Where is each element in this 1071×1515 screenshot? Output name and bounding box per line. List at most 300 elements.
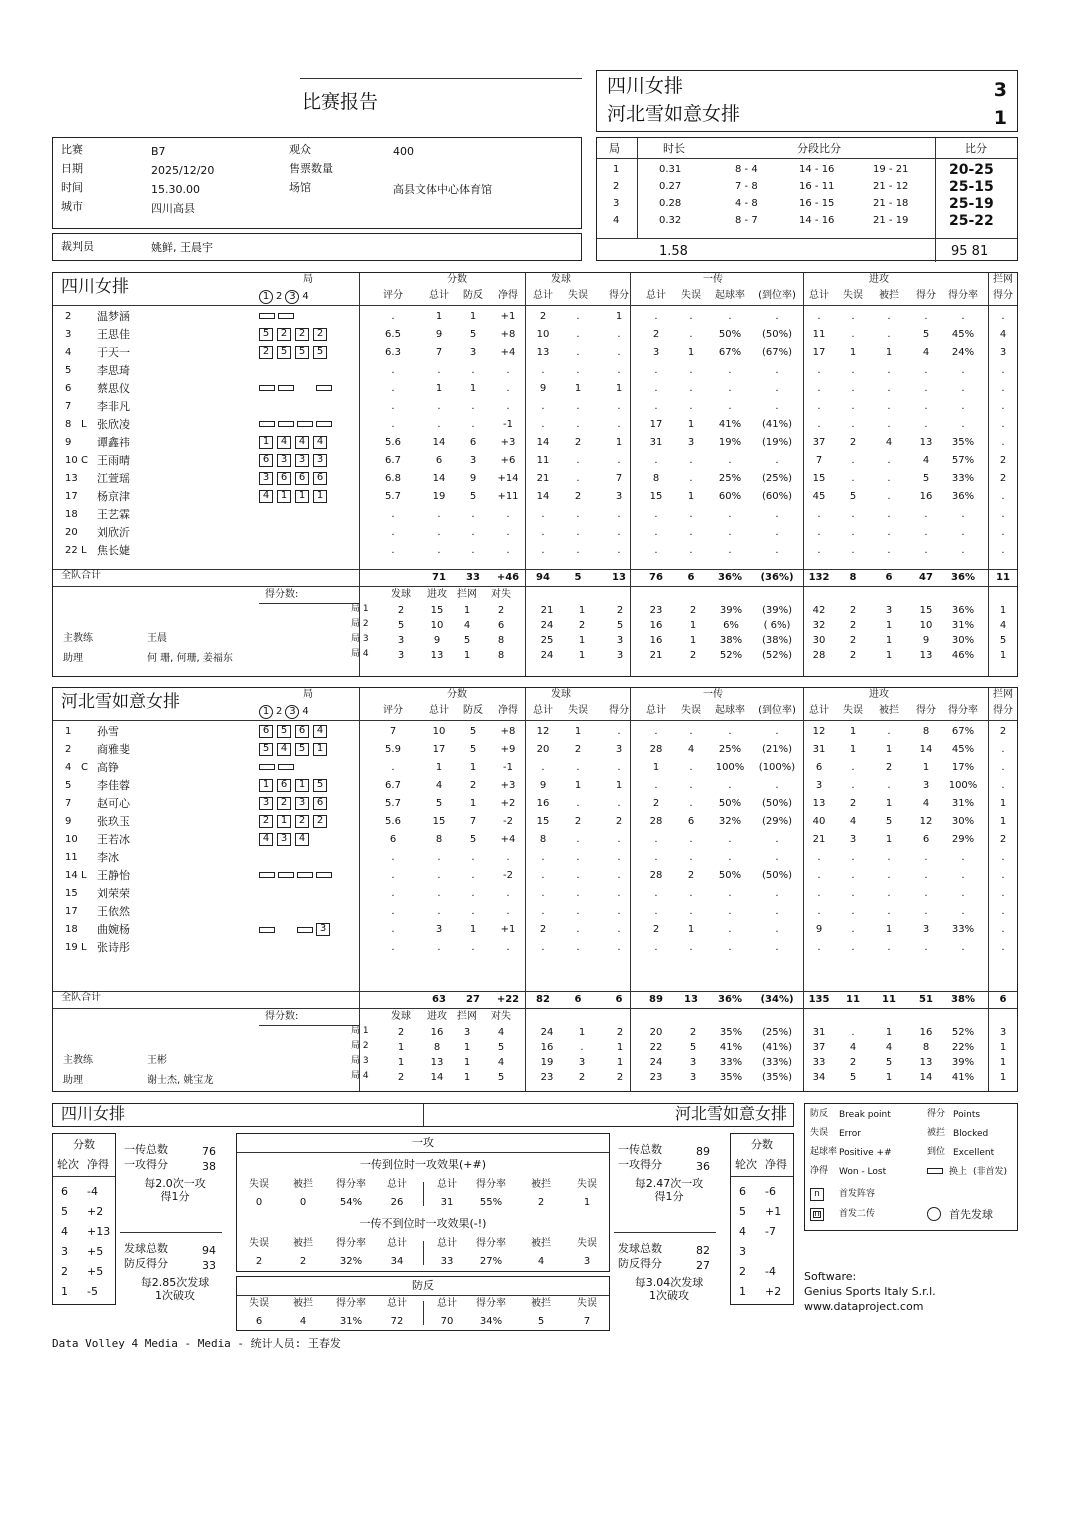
team2-player-stat: 1 bbox=[999, 816, 1007, 827]
team1-player-stat: . bbox=[851, 545, 855, 556]
team1-player-name: 焦长婕 bbox=[97, 544, 130, 557]
team1-player-stat: 6.8 bbox=[385, 473, 401, 484]
team2-player-number: 9 bbox=[65, 816, 72, 827]
team2-sb-stat: 1 bbox=[397, 1042, 405, 1053]
team1-player-stat: . bbox=[887, 311, 891, 322]
legend-cn: 换上 bbox=[949, 1167, 968, 1177]
team2-player-stat: . bbox=[887, 726, 891, 737]
team1-hdr-sub: 失误 bbox=[568, 290, 588, 301]
team2-player-name: 王依然 bbox=[97, 905, 130, 918]
team1-hdr-group: 一传 bbox=[703, 274, 723, 285]
set-partial-2: 16 - 15 bbox=[799, 198, 835, 209]
team1-player-stat: . bbox=[617, 545, 621, 556]
team1-assistant-label: 助理 bbox=[63, 653, 83, 664]
set-partial-3: 21 - 19 bbox=[873, 215, 909, 226]
team1-sb-header: 发球 bbox=[391, 589, 411, 600]
left-ratio1: 每2.0次一攻 bbox=[144, 1177, 206, 1190]
right-rec-total-label: 一传总数 bbox=[618, 1143, 662, 1156]
right-net: -4 bbox=[765, 1265, 776, 1278]
team2-hdr-sub: 失误 bbox=[843, 705, 863, 716]
mid-bp-title: 防反 bbox=[412, 1279, 434, 1292]
team2-player-stat: . bbox=[391, 924, 395, 935]
team2-player-stat: 12 bbox=[536, 726, 550, 737]
team2-player-stat: 6 bbox=[922, 834, 930, 845]
team2-sb-stat: 16 bbox=[919, 1027, 933, 1038]
mid-pos-value: 31 bbox=[440, 1197, 454, 1208]
left-rotation: 2 bbox=[61, 1265, 68, 1278]
left-ratio1b: 得1分 bbox=[160, 1190, 190, 1203]
team2-hdr-sub: 总计 bbox=[809, 705, 829, 716]
team2-player-stat: 30% bbox=[951, 816, 975, 827]
team2-player-stat: 15 bbox=[432, 816, 446, 827]
mid-pos-value: 0 bbox=[255, 1197, 263, 1208]
team2-player-stat: . bbox=[471, 870, 475, 881]
mid-pos-value: 55% bbox=[479, 1197, 503, 1208]
team1-player-stat: . bbox=[471, 527, 475, 538]
team1-player-stat: . bbox=[471, 545, 475, 556]
team1-player-sets bbox=[259, 454, 331, 467]
right-net: +1 bbox=[765, 1205, 782, 1218]
team2-player-stat: . bbox=[689, 834, 693, 845]
team2-player-stat: . bbox=[506, 906, 510, 917]
mid-pos-value: 1 bbox=[583, 1197, 591, 1208]
legend-cn: 防反 bbox=[810, 1109, 829, 1119]
team2-sb-stat: 16 bbox=[540, 1042, 554, 1053]
team2-rotation-box: 6 bbox=[313, 797, 327, 810]
team2-sb-stat: 2 bbox=[397, 1072, 405, 1083]
team2-player-stat: (29%) bbox=[761, 816, 793, 827]
team2-total-stat: +22 bbox=[496, 994, 520, 1005]
team1-total-stat: 71 bbox=[432, 572, 446, 583]
set-duration: 0.32 bbox=[659, 215, 682, 226]
team1-player-stat: . bbox=[689, 455, 693, 466]
team2-sb-stat: 20 bbox=[649, 1027, 663, 1038]
team1-player-stat: . bbox=[961, 527, 965, 538]
team2-player-stat: . bbox=[728, 834, 732, 845]
team2-hdr-sub: (到位率) bbox=[758, 705, 796, 716]
team1-player-stat: . bbox=[437, 365, 441, 376]
team1-player-stat: 6.3 bbox=[385, 347, 401, 358]
team2-player-stat: . bbox=[961, 888, 965, 899]
team2-player-stat: 1 bbox=[885, 834, 893, 845]
team2-player-stat: . bbox=[1001, 888, 1005, 899]
team2-sub-mark bbox=[259, 872, 275, 878]
team1-player-stat: 1 bbox=[469, 311, 477, 322]
team1-sb-stat: 24 bbox=[540, 620, 554, 631]
team2-player-name: 李冰 bbox=[97, 851, 119, 864]
team2-sb-stat: 24 bbox=[649, 1057, 663, 1068]
team1-player-name: 王艺霖 bbox=[97, 508, 130, 521]
team1-player-stat: 5.6 bbox=[385, 437, 401, 448]
team2-player-stat: 7 bbox=[389, 726, 397, 737]
team1-sb-stat: 4 bbox=[463, 620, 471, 631]
team2-player-number: 15 bbox=[65, 888, 78, 899]
team2-player-stat: . bbox=[391, 870, 395, 881]
team2-player-stat: 2 bbox=[652, 798, 660, 809]
legend-en: Points bbox=[953, 1110, 981, 1120]
mid-bp-value: 7 bbox=[583, 1316, 591, 1327]
mid-pos-value: 26 bbox=[390, 1197, 404, 1208]
team1-player-stat: 6.7 bbox=[385, 455, 401, 466]
match-info bbox=[52, 137, 582, 229]
team2-player-stat: . bbox=[471, 852, 475, 863]
summary-team2: 河北雪如意女排 bbox=[674, 1104, 787, 1123]
team1-player-stat: 36% bbox=[951, 491, 975, 502]
team2-rotation-box: 1 bbox=[259, 779, 273, 792]
team1-player-name: 王雨晴 bbox=[97, 454, 130, 467]
team1-sb-stat: ( 6%) bbox=[763, 620, 791, 631]
mid-neg-col-header: 总计 bbox=[387, 1238, 407, 1249]
team2-player-stat: 10 bbox=[432, 726, 446, 737]
team1-player-stat: . bbox=[961, 365, 965, 376]
team2-player-stat: 1 bbox=[849, 744, 857, 755]
scoreboard-sets1: 3 bbox=[993, 79, 1007, 101]
team2-rotation-box: 2 bbox=[295, 815, 309, 828]
team1-total-stat: 33 bbox=[466, 572, 480, 583]
team1-player-stat: 19% bbox=[718, 437, 742, 448]
team1-player-stat: 5.7 bbox=[385, 491, 401, 502]
right-ratio2b: 1次破攻 bbox=[649, 1289, 689, 1302]
team2-hdr-group: 发球 bbox=[551, 689, 571, 700]
team1-player-name: 江萱瑶 bbox=[97, 472, 130, 485]
team2-sb-stat: 16 bbox=[430, 1027, 444, 1038]
team1-stats bbox=[52, 272, 1018, 677]
team1-player-stat: . bbox=[471, 419, 475, 430]
team2-sb-stat: 1 bbox=[463, 1042, 471, 1053]
team1-player-name: 刘欣沂 bbox=[97, 526, 130, 539]
team1-player-stat: 6 bbox=[435, 455, 443, 466]
scoreboard-team1: 四川女排 bbox=[607, 75, 684, 97]
team2-player-stat: . bbox=[576, 906, 580, 917]
team2-player-name: 孙雪 bbox=[97, 725, 119, 738]
team1-player-stat: . bbox=[887, 401, 891, 412]
team2-hdr-sub: 得分 bbox=[609, 705, 629, 716]
team2-player-stat: . bbox=[576, 888, 580, 899]
team1-sb-stat: 3 bbox=[397, 635, 405, 646]
team2-sb-stat: 22% bbox=[951, 1042, 975, 1053]
team1-player-stat: . bbox=[689, 401, 693, 412]
team2-sb-stat: 2 bbox=[578, 1072, 586, 1083]
mid-neg-value: 27% bbox=[479, 1256, 503, 1267]
team1-player-stat: . bbox=[961, 419, 965, 430]
team2-player-stat: . bbox=[887, 906, 891, 917]
team1-player-stat: . bbox=[887, 455, 891, 466]
team1-sb-stat: (52%) bbox=[761, 650, 793, 661]
team2-player-stat: 2 bbox=[687, 870, 695, 881]
legend-cn: 起球率 bbox=[810, 1147, 838, 1157]
left-rotation: 6 bbox=[61, 1185, 68, 1198]
mid-bp-col-header: 失误 bbox=[577, 1298, 597, 1309]
right-rot-title: 分数 bbox=[751, 1138, 773, 1151]
mid-neg-col-header: 失误 bbox=[249, 1238, 269, 1249]
mid-pos-col-header: 被拦 bbox=[293, 1179, 313, 1190]
team2-player-stat: 4 bbox=[922, 798, 930, 809]
team2-player-name: 刘荣荣 bbox=[97, 887, 130, 900]
first-serve-icon bbox=[927, 1207, 941, 1224]
team2-player-stat: 3 bbox=[922, 780, 930, 791]
team1-player-stat: . bbox=[1001, 365, 1005, 376]
team2-player-stat: . bbox=[775, 888, 779, 899]
team1-player-stat: 3 bbox=[652, 347, 660, 358]
team1-player-stat: . bbox=[576, 455, 580, 466]
team1-rotation-box: 3 bbox=[295, 454, 309, 467]
left-bp: 33 bbox=[202, 1259, 216, 1272]
team2-player-stat: . bbox=[617, 942, 621, 953]
team2-sb-stat: 4 bbox=[497, 1027, 505, 1038]
team1-player-stat: . bbox=[775, 527, 779, 538]
team1-score-by-label: 得分数: bbox=[265, 589, 299, 600]
team1-player-number: 8 bbox=[65, 419, 72, 430]
team2-player-sets bbox=[259, 725, 331, 738]
team1-hdr-group: 发球 bbox=[551, 274, 571, 285]
mid-neg-value: 2 bbox=[299, 1256, 307, 1267]
team2-player-stat: 1 bbox=[574, 780, 582, 791]
team1-player-stat: . bbox=[961, 545, 965, 556]
team2-player-stat: 5 bbox=[435, 798, 443, 809]
team1-player-stat: 5 bbox=[922, 473, 930, 484]
team2-hdr-line bbox=[53, 720, 1017, 721]
team1-sb-stat: 2 bbox=[849, 605, 857, 616]
team1-player-stat: 2 bbox=[539, 311, 547, 322]
set-number: 4 bbox=[613, 215, 620, 226]
legend-en: Blocked bbox=[953, 1129, 989, 1139]
team1-player-stat: 5 bbox=[469, 491, 477, 502]
team2-total-stat: (34%) bbox=[760, 994, 794, 1005]
team2-player-stat: . bbox=[1001, 942, 1005, 953]
mid-neg-value: 32% bbox=[339, 1256, 363, 1267]
team2-total-stat: 82 bbox=[536, 994, 550, 1005]
team2-player-stat: 67% bbox=[951, 726, 975, 737]
team1-player-stat: . bbox=[689, 311, 693, 322]
team1-player-stat: . bbox=[961, 311, 965, 322]
team2-player-stat: . bbox=[775, 942, 779, 953]
team2-player-stat: 2 bbox=[574, 744, 582, 755]
team1-sb-stat: 1 bbox=[578, 605, 586, 616]
team1-player-stat: . bbox=[887, 491, 891, 502]
team2-sb-stat: 34 bbox=[812, 1072, 826, 1083]
team1-player-stat: 4 bbox=[999, 329, 1007, 340]
team2-player-stat: . bbox=[689, 798, 693, 809]
right-srv-label: 发球总数 bbox=[618, 1242, 662, 1255]
team1-player-stat: . bbox=[817, 383, 821, 394]
team1-player-stat: . bbox=[391, 383, 395, 394]
team2-sub-mark bbox=[297, 927, 313, 933]
team1-player-stat: 1 bbox=[435, 311, 443, 322]
team1-player-stat: . bbox=[541, 545, 545, 556]
team2-hdr-group: 一传 bbox=[703, 689, 723, 700]
team2-player-stat: 1 bbox=[615, 780, 623, 791]
team1-player-number: 2 bbox=[65, 311, 72, 322]
team1-sb-stat: 15 bbox=[919, 605, 933, 616]
team1-player-stat: . bbox=[576, 401, 580, 412]
team1-rotation-box: 4 bbox=[277, 436, 291, 449]
team2-player-stat: . bbox=[961, 852, 965, 863]
team1-player-stat: 14 bbox=[432, 437, 446, 448]
team1-sb-set: 局 3 bbox=[351, 634, 369, 644]
team2-set-mark: 1 bbox=[259, 705, 273, 719]
team2-player-stat: . bbox=[924, 906, 928, 917]
team1-player-stat: 1 bbox=[885, 347, 893, 358]
team1-player-sets bbox=[259, 490, 331, 503]
team1-player-stat: . bbox=[961, 383, 965, 394]
team1-player-number: 9 bbox=[65, 437, 72, 448]
team2-player-stat: . bbox=[689, 726, 693, 737]
team1-player-stat: . bbox=[728, 365, 732, 376]
legend-en: Positive +# bbox=[839, 1148, 892, 1158]
team1-rotation-box: 5 bbox=[313, 346, 327, 359]
team1-hdr-line bbox=[53, 305, 1017, 306]
team2-total-stat: 11 bbox=[882, 994, 896, 1005]
team1-rotation-box: 1 bbox=[295, 490, 309, 503]
left-rotation: 5 bbox=[61, 1205, 68, 1218]
team2-sub-mark bbox=[259, 764, 275, 770]
team1-player-stat: . bbox=[506, 545, 510, 556]
team2-player-stat: -2 bbox=[503, 870, 513, 881]
team1-player-stat: 17 bbox=[812, 347, 826, 358]
team2-sb-stat: (33%) bbox=[761, 1057, 793, 1068]
right-srv: 82 bbox=[696, 1244, 710, 1257]
team1-player-number: 7 bbox=[65, 401, 72, 412]
mid-pos-col-header: 得分率 bbox=[476, 1179, 506, 1190]
team1-player-role: L bbox=[81, 545, 87, 556]
team2-player-stat: . bbox=[775, 852, 779, 863]
start-setter-icon: n bbox=[810, 1208, 828, 1221]
mid-bp-value: 5 bbox=[537, 1316, 545, 1327]
team2-player-sets bbox=[259, 833, 313, 846]
team2-sb-stat: 3 bbox=[689, 1057, 697, 1068]
team2-hdr-set: 局 bbox=[303, 689, 313, 700]
sets-header-partial: 分段比分 bbox=[797, 142, 841, 155]
team2-sb-stat: 1 bbox=[616, 1057, 624, 1068]
team2-sb-set: 局 1 bbox=[351, 1026, 369, 1036]
team1-sb-stat: 2 bbox=[849, 635, 857, 646]
mid-neg-col-header: 得分率 bbox=[336, 1238, 366, 1249]
team2-player-stat: 12 bbox=[812, 726, 826, 737]
team2-player-stat: 1 bbox=[849, 726, 857, 737]
team2-player-stat: 13 bbox=[812, 798, 826, 809]
team2-player-stat: . bbox=[617, 870, 621, 881]
team1-player-stat: . bbox=[728, 383, 732, 394]
team1-rotation-box: 3 bbox=[313, 454, 327, 467]
team1-total-line2 bbox=[53, 586, 1017, 587]
team1-player-stat: +11 bbox=[497, 491, 519, 502]
right-net: +2 bbox=[765, 1285, 782, 1298]
team1-player-stat: 14 bbox=[536, 437, 550, 448]
team1-player-name: 张欣凌 bbox=[97, 418, 130, 431]
team2-player-sets bbox=[259, 869, 335, 880]
team2-player-stat: 1 bbox=[922, 762, 930, 773]
team1-player-stat: . bbox=[391, 401, 395, 412]
team1-player-name: 王思佳 bbox=[97, 328, 130, 341]
team1-hdr-sub: 总计 bbox=[809, 290, 829, 301]
team1-sb-stat: 16 bbox=[649, 620, 663, 631]
mid-neg-col-header: 得分率 bbox=[476, 1238, 506, 1249]
team2-player-number: 10 bbox=[65, 834, 78, 845]
team2-player-stat: 50% bbox=[718, 870, 742, 881]
team2-sb-stat: 3 bbox=[999, 1027, 1007, 1038]
team1-player-number: 5 bbox=[65, 365, 72, 376]
team1-sb-stat: 10 bbox=[430, 620, 444, 631]
team2-player-stat: . bbox=[617, 834, 621, 845]
team1-player-name: 杨京津 bbox=[97, 490, 130, 503]
team2-player-stat: 4 bbox=[687, 744, 695, 755]
team2-player-stat: . bbox=[541, 906, 545, 917]
mid-title: 一攻 bbox=[412, 1136, 434, 1149]
set-number: 2 bbox=[613, 181, 620, 192]
team2-player-stat: 28 bbox=[649, 870, 663, 881]
team1-total-stat: 8 bbox=[849, 572, 857, 583]
mid-neg-divider bbox=[423, 1241, 424, 1265]
team2-sb-stat: 1 bbox=[578, 1027, 586, 1038]
right-rotation: 5 bbox=[739, 1205, 746, 1218]
team2-player-name: 商雅斐 bbox=[97, 743, 130, 756]
team1-assistants: 何 珊, 何珊, 姜福东 bbox=[147, 653, 233, 664]
team1-player-stat: . bbox=[576, 509, 580, 520]
team2-player-stat: . bbox=[617, 726, 621, 737]
team2-player-stat: . bbox=[1001, 924, 1005, 935]
team1-player-stat: 33% bbox=[951, 473, 975, 484]
team1-sb-stat: 30% bbox=[951, 635, 975, 646]
team2-player-stat: . bbox=[617, 888, 621, 899]
team2-sb-stat: 19 bbox=[540, 1057, 554, 1068]
team2-sb-stat: 2 bbox=[616, 1072, 624, 1083]
mid-bp-value: 72 bbox=[390, 1316, 404, 1327]
right-rotation bbox=[730, 1133, 794, 1305]
left-net: +5 bbox=[87, 1265, 104, 1278]
team2-sb-stat: (35%) bbox=[761, 1072, 793, 1083]
team2-score-by-line bbox=[259, 1025, 359, 1026]
team1-sb-stat: 46% bbox=[951, 650, 975, 661]
team1-sb-stat: 2 bbox=[397, 605, 405, 616]
team1-player-stat: . bbox=[817, 311, 821, 322]
team1-player-stat: 24% bbox=[951, 347, 975, 358]
team1-total-stat: 132 bbox=[808, 572, 830, 583]
team2-sb-stat: 1 bbox=[463, 1072, 471, 1083]
team1-sb-stat: 1 bbox=[999, 605, 1007, 616]
team2-player-stat: 5 bbox=[885, 816, 893, 827]
label-audience: 观众 bbox=[289, 143, 311, 156]
team2-sb-stat: 13 bbox=[919, 1057, 933, 1068]
scoreboard bbox=[596, 70, 1018, 132]
team2-player-number: 19 bbox=[65, 942, 78, 953]
team2-player-name: 高铮 bbox=[97, 761, 119, 774]
team2-rotation-box: 5 bbox=[259, 743, 273, 756]
team1-total-stat: 13 bbox=[612, 572, 626, 583]
team2-rotation-box: 5 bbox=[295, 743, 309, 756]
team2-player-sets bbox=[259, 923, 334, 936]
team2-player-stat: 6 bbox=[815, 762, 823, 773]
team2-total-stat: 6 bbox=[574, 994, 582, 1005]
team2-hdr-sub: 评分 bbox=[383, 705, 403, 716]
team1-sb-stat: 1 bbox=[463, 650, 471, 661]
sub-mark-icon bbox=[927, 1167, 946, 1176]
team1-rotation-box: 6 bbox=[295, 472, 309, 485]
team1-rotation-box: 5 bbox=[295, 346, 309, 359]
set-duration: 0.28 bbox=[659, 198, 682, 209]
team1-player-stat: 2 bbox=[652, 329, 660, 340]
team1-set-marks bbox=[259, 290, 312, 304]
team2-player-stat: 3 bbox=[615, 744, 623, 755]
team2-rotation-box: 6 bbox=[295, 725, 309, 738]
team2-player-stat: 17% bbox=[951, 762, 975, 773]
team2-player-stat: . bbox=[541, 762, 545, 773]
team1-player-stat: . bbox=[654, 545, 658, 556]
team2-player-number: 4 bbox=[65, 762, 72, 773]
team2-total-stat: 38% bbox=[951, 994, 975, 1005]
team2-player-stat: . bbox=[728, 726, 732, 737]
team1-hdr-sub: 总计 bbox=[429, 290, 449, 301]
team2-set-marks bbox=[259, 705, 312, 719]
